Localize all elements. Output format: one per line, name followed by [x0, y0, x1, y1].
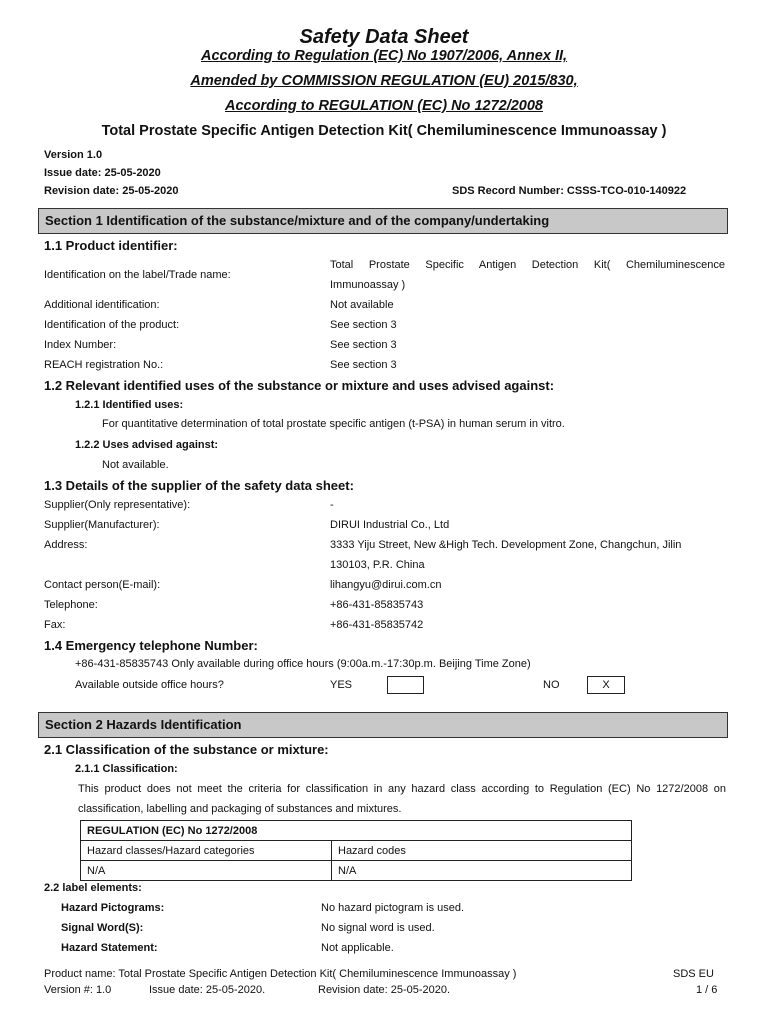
- product-id-value: See section 3: [330, 319, 397, 331]
- index-number-label: Index Number:: [44, 339, 117, 351]
- telephone-label: Telephone:: [44, 599, 98, 611]
- product-id-label: Identification of the product:: [44, 319, 180, 331]
- signal-word-value: No signal word is used.: [321, 922, 435, 934]
- table-header-cell: Hazard classes/Hazard categories: [81, 841, 332, 861]
- index-number-value: See section 3: [330, 339, 397, 351]
- table-title: REGULATION (EC) No 1272/2008: [81, 821, 632, 841]
- contact-email-value: lihangyu@dirui.com.cn: [330, 579, 442, 591]
- section-1-heading: Section 1 Identification of the substance/mixture and of the company/undertaking: [38, 208, 728, 234]
- footer-sds-eu: SDS EU: [673, 968, 714, 980]
- reach-registration-value: See section 3: [330, 359, 397, 371]
- regulation-line-3: According to REGULATION (EC) No 1272/2008: [225, 98, 543, 114]
- contact-email-label: Contact person(E-mail):: [44, 579, 161, 591]
- footer-page-number: 1 / 6: [696, 984, 718, 996]
- supplier-manufacturer-label: Supplier(Manufacturer):: [44, 519, 160, 531]
- document-title: Safety Data Sheet: [299, 26, 469, 48]
- table-cell: N/A: [81, 861, 332, 881]
- yes-checkbox: [387, 676, 424, 694]
- footer-product-name: Product name: Total Prostate Specific Antigen Detection Kit( Chemiluminescence Immunoassay ): [44, 968, 517, 980]
- no-checkbox: X: [587, 676, 625, 694]
- fax-value: +86-431-85835742: [330, 619, 424, 631]
- revision-date: Revision date: 25-05-2020: [44, 185, 179, 197]
- identified-uses-text: For quantitative determination of total prostate specific antigen (t-PSA) in human serum in vitro.: [102, 418, 565, 430]
- regulation-line-2: Amended by COMMISSION REGULATION (EU) 2015/830,: [190, 73, 578, 89]
- sds-record-number: SDS Record Number: CSSS-TCO-010-140922: [452, 185, 687, 197]
- footer-issue-date: Issue date: 25-05-2020.: [149, 984, 266, 996]
- subsection-1-2-1-heading: 1.2.1 Identified uses:: [75, 399, 184, 411]
- fax-label: Fax:: [44, 619, 66, 631]
- supplier-representative-label: Supplier(Only representative):: [44, 499, 191, 511]
- subsection-1-4-heading: 1.4 Emergency telephone Number:: [44, 638, 258, 653]
- table-row: [81, 821, 632, 841]
- classification-text: This product does not meet the criteria for classification in any hazard class according to Regulation (EC) No 1272/2008 on: [78, 783, 726, 795]
- reach-registration-label: REACH registration No.:: [44, 359, 164, 371]
- no-label: NO: [543, 679, 560, 691]
- additional-id-value: Not available: [330, 299, 394, 311]
- version-label: Version 1.0: [44, 149, 103, 161]
- yes-label: YES: [330, 679, 353, 691]
- supplier-representative-value: -: [330, 499, 334, 511]
- trade-name-value: Total Prostate Specific Antigen Detection Kit( Chemiluminescence: [330, 259, 725, 271]
- table-cell: N/A: [332, 861, 632, 881]
- footer-version: Version #: 1.0: [44, 984, 112, 996]
- hazard-classification-table: [80, 820, 632, 881]
- table-header-cell: Hazard codes: [332, 841, 632, 861]
- issue-date: Issue date: 25-05-2020: [44, 167, 161, 179]
- footer-revision-date: Revision date: 25-05-2020.: [318, 984, 451, 996]
- subsection-2-2-heading: 2.2 label elements:: [44, 882, 142, 894]
- table-row: [81, 841, 632, 861]
- hazard-statement-value: Not applicable.: [321, 942, 394, 954]
- table-row: [81, 861, 632, 881]
- subsection-1-3-heading: 1.3 Details of the supplier of the safety data sheet:: [44, 478, 354, 493]
- telephone-value: +86-431-85835743: [330, 599, 424, 611]
- hazard-pictograms-value: No hazard pictogram is used.: [321, 902, 465, 914]
- hazard-pictograms-label: Hazard Pictograms:: [61, 902, 165, 914]
- subsection-1-2-2-heading: 1.2.2 Uses advised against:: [75, 439, 219, 451]
- trade-name-value-cont: Immunoassay ): [330, 279, 406, 291]
- product-title: Total Prostate Specific Antigen Detection Kit( Chemiluminescence Immunoassay ): [101, 123, 667, 139]
- regulation-line-1: According to Regulation (EC) No 1907/2006, Annex II,: [200, 48, 568, 64]
- subsection-2-1-1-heading: 2.1.1 Classification:: [75, 763, 178, 775]
- classification-text-cont: classification, labelling and packaging of substances and mixtures.: [78, 803, 402, 815]
- address-value: 3333 Yiju Street, New &High Tech. Development Zone, Changchun, Jilin: [330, 539, 682, 551]
- subsection-1-1-heading: 1.1 Product identifier:: [44, 238, 178, 253]
- additional-id-label: Additional identification:: [44, 299, 160, 311]
- signal-word-label: Signal Word(S):: [61, 922, 144, 934]
- subsection-1-2-heading: 1.2 Relevant identified uses of the substance or mixture and uses advised against:: [44, 378, 555, 393]
- hazard-statement-label: Hazard Statement:: [61, 942, 158, 954]
- outside-hours-label: Available outside office hours?: [75, 679, 224, 691]
- uses-advised-against-text: Not available.: [102, 459, 169, 471]
- section-2-heading: Section 2 Hazards Identification: [38, 712, 728, 738]
- address-label: Address:: [44, 539, 88, 551]
- supplier-manufacturer-value: DIRUI Industrial Co., Ltd: [330, 519, 450, 531]
- subsection-2-1-heading: 2.1 Classification of the substance or mixture:: [44, 742, 329, 757]
- address-value-cont: 130103, P.R. China: [330, 559, 425, 571]
- trade-name-label: Identification on the label/Trade name:: [44, 269, 231, 281]
- emergency-phone-text: +86-431-85835743 Only available during office hours (9:00a.m.-17:30p.m. Beijing Time Zone): [75, 658, 531, 670]
